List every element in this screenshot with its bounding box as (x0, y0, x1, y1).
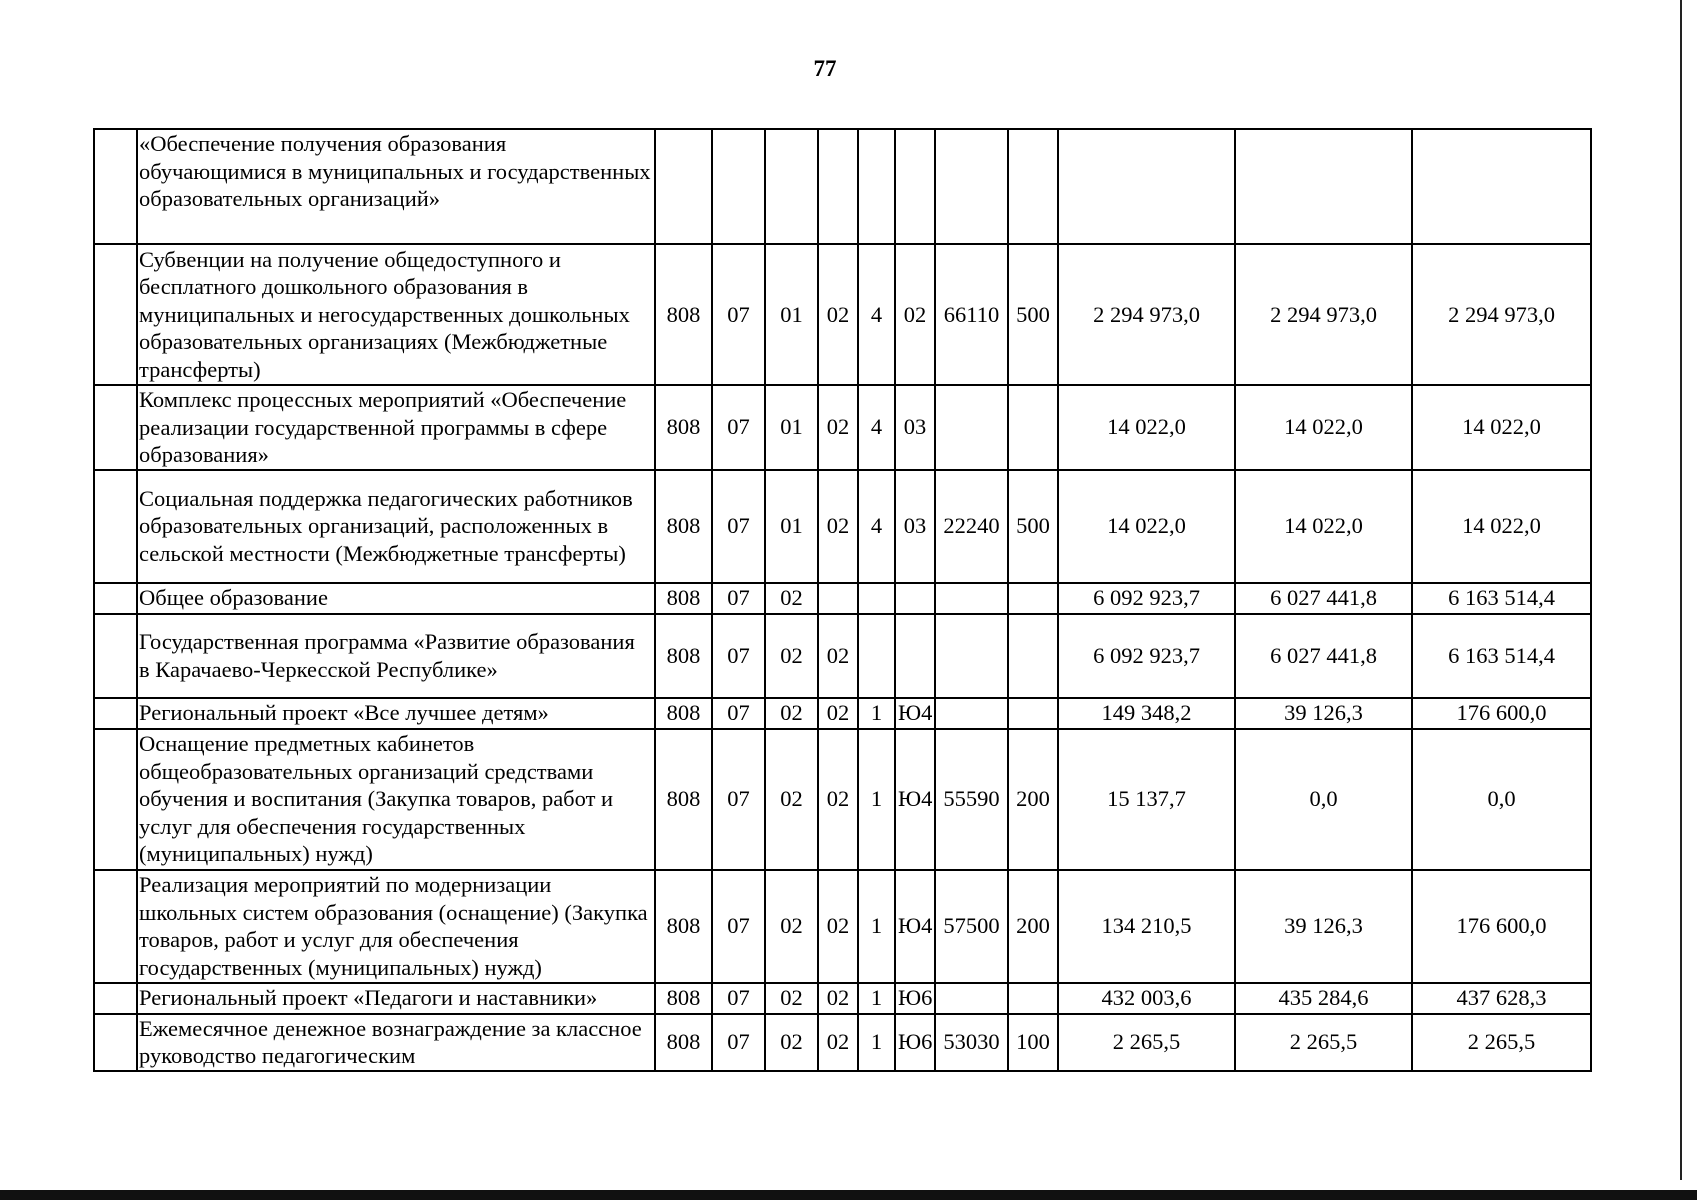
direction-code-cell (935, 385, 1008, 470)
section-code-cell: 07 (712, 698, 765, 729)
expense-type-code-cell: 100 (1008, 1014, 1058, 1071)
event-code-cell (895, 583, 935, 614)
section-code-cell: 07 (712, 614, 765, 698)
expense-type-code-cell (1008, 583, 1058, 614)
subsection-code-cell: 01 (765, 244, 818, 385)
direction-code-cell (935, 983, 1008, 1014)
row-index-cell (94, 614, 137, 698)
amount-year-3-cell: 6 163 514,4 (1412, 614, 1591, 698)
ministry-code-cell: 808 (655, 614, 712, 698)
amount-year-1-cell: 2 294 973,0 (1058, 244, 1235, 385)
amount-year-2-cell: 39 126,3 (1235, 870, 1412, 983)
subsection-code-cell (765, 129, 818, 244)
subprogram-code-cell: 1 (858, 870, 895, 983)
expense-type-code-cell: 200 (1008, 729, 1058, 870)
subprogram-code-cell: 4 (858, 244, 895, 385)
amount-year-1-cell: 14 022,0 (1058, 385, 1235, 470)
section-code-cell: 07 (712, 244, 765, 385)
amount-year-3-cell: 2 294 973,0 (1412, 244, 1591, 385)
ministry-code-cell: 808 (655, 385, 712, 470)
ministry-code-cell: 808 (655, 729, 712, 870)
row-name-cell: Государственная программа «Развитие образования в Карачаево-Черкесской Республике» (137, 614, 655, 698)
ministry-code-cell: 808 (655, 583, 712, 614)
amount-year-3-cell: 14 022,0 (1412, 470, 1591, 583)
amount-year-2-cell: 14 022,0 (1235, 470, 1412, 583)
amount-year-1-cell: 2 265,5 (1058, 1014, 1235, 1071)
row-name-cell: Ежемесячное денежное вознаграждение за классное руководство педагогическим (137, 1014, 655, 1071)
subprogram-code-cell: 1 (858, 698, 895, 729)
amount-year-1-cell (1058, 129, 1235, 244)
row-index-cell (94, 385, 137, 470)
expense-type-code-cell: 500 (1008, 470, 1058, 583)
scan-edge-rule (1680, 0, 1682, 1180)
amount-year-3-cell: 176 600,0 (1412, 698, 1591, 729)
amount-year-2-cell: 2 294 973,0 (1235, 244, 1412, 385)
amount-year-2-cell: 6 027 441,8 (1235, 614, 1412, 698)
direction-code-cell (935, 698, 1008, 729)
table-row (94, 983, 1591, 1014)
scan-bottom-bar (0, 1190, 1697, 1200)
amount-year-3-cell: 6 163 514,4 (1412, 583, 1591, 614)
expense-type-code-cell: 200 (1008, 870, 1058, 983)
table-row (94, 129, 1591, 244)
amount-year-1-cell: 432 003,6 (1058, 983, 1235, 1014)
subprogram-code-cell: 1 (858, 1014, 895, 1071)
subprogram-code-cell: 4 (858, 385, 895, 470)
section-code-cell: 07 (712, 583, 765, 614)
page-number: 77 (813, 56, 837, 81)
subprogram-code-cell: 1 (858, 983, 895, 1014)
amount-year-2-cell (1235, 129, 1412, 244)
event-code-cell: 03 (895, 385, 935, 470)
row-name-cell: Общее образование (137, 583, 655, 614)
event-code-cell: Ю6 (895, 983, 935, 1014)
row-name-cell: Комплекс процессных мероприятий «Обеспечение реализации государственной программы в сфере образования» (137, 385, 655, 470)
subsection-code-cell: 01 (765, 385, 818, 470)
row-index-cell (94, 244, 137, 385)
row-index-cell (94, 129, 137, 244)
program-code-cell: 02 (818, 385, 858, 470)
subsection-code-cell: 01 (765, 470, 818, 583)
table-row (94, 385, 1591, 470)
row-name-cell: «Обеспечение получения образования обучающимися в муниципальных и государственных образовательных организаций» (137, 129, 655, 244)
section-code-cell: 07 (712, 870, 765, 983)
table-row (94, 1014, 1591, 1071)
row-name-cell: Региональный проект «Педагоги и наставники» (137, 983, 655, 1014)
program-code-cell: 02 (818, 729, 858, 870)
event-code-cell (895, 129, 935, 244)
row-name-cell: Субвенции на получение общедоступного и бесплатного дошкольного образования в муниципальных и негосударственных дошкольных образовательных организациях (Межбюджетные трансферты) (137, 244, 655, 385)
program-code-cell: 02 (818, 870, 858, 983)
program-code-cell (818, 129, 858, 244)
amount-year-1-cell: 14 022,0 (1058, 470, 1235, 583)
amount-year-2-cell: 39 126,3 (1235, 698, 1412, 729)
section-code-cell: 07 (712, 470, 765, 583)
table-row (94, 614, 1591, 698)
subprogram-code-cell (858, 583, 895, 614)
expense-type-code-cell: 500 (1008, 244, 1058, 385)
subprogram-code-cell (858, 614, 895, 698)
program-code-cell (818, 583, 858, 614)
direction-code-cell: 53030 (935, 1014, 1008, 1071)
amount-year-1-cell: 6 092 923,7 (1058, 583, 1235, 614)
event-code-cell: Ю4 (895, 870, 935, 983)
row-index-cell (94, 698, 137, 729)
ministry-code-cell: 808 (655, 470, 712, 583)
amount-year-3-cell: 437 628,3 (1412, 983, 1591, 1014)
budget-table-body (94, 129, 1591, 1071)
row-name-cell: Реализация мероприятий по модернизации школьных систем образования (оснащение) (Закупка товаров, работ и услуг для обеспечения государственных (муниципальных) нужд) (137, 870, 655, 983)
event-code-cell: Ю6 (895, 1014, 935, 1071)
direction-code-cell: 57500 (935, 870, 1008, 983)
amount-year-2-cell: 6 027 441,8 (1235, 583, 1412, 614)
amount-year-2-cell: 2 265,5 (1235, 1014, 1412, 1071)
amount-year-1-cell: 134 210,5 (1058, 870, 1235, 983)
expense-type-code-cell (1008, 129, 1058, 244)
expense-type-code-cell (1008, 698, 1058, 729)
amount-year-2-cell: 14 022,0 (1235, 385, 1412, 470)
amount-year-1-cell: 149 348,2 (1058, 698, 1235, 729)
subsection-code-cell: 02 (765, 1014, 818, 1071)
direction-code-cell: 66110 (935, 244, 1008, 385)
table-row (94, 729, 1591, 870)
row-index-cell (94, 729, 137, 870)
amount-year-3-cell: 0,0 (1412, 729, 1591, 870)
table-row (94, 583, 1591, 614)
subsection-code-cell: 02 (765, 729, 818, 870)
row-name-cell: Оснащение предметных кабинетов общеобразовательных организаций средствами обучения и воспитания (Закупка товаров, работ и услуг для обеспечения государственных (муниципальных) нужд) (137, 729, 655, 870)
amount-year-3-cell: 2 265,5 (1412, 1014, 1591, 1071)
ministry-code-cell: 808 (655, 244, 712, 385)
direction-code-cell (935, 129, 1008, 244)
event-code-cell: 03 (895, 470, 935, 583)
row-index-cell (94, 870, 137, 983)
subsection-code-cell: 02 (765, 614, 818, 698)
expense-type-code-cell (1008, 614, 1058, 698)
section-code-cell: 07 (712, 1014, 765, 1071)
section-code-cell: 07 (712, 983, 765, 1014)
program-code-cell: 02 (818, 614, 858, 698)
event-code-cell (895, 614, 935, 698)
direction-code-cell (935, 583, 1008, 614)
row-index-cell (94, 983, 137, 1014)
section-code-cell: 07 (712, 385, 765, 470)
table-row (94, 244, 1591, 385)
subsection-code-cell: 02 (765, 983, 818, 1014)
program-code-cell: 02 (818, 244, 858, 385)
amount-year-3-cell (1412, 129, 1591, 244)
subprogram-code-cell: 4 (858, 470, 895, 583)
program-code-cell: 02 (818, 1014, 858, 1071)
subprogram-code-cell (858, 129, 895, 244)
subsection-code-cell: 02 (765, 870, 818, 983)
table-row (94, 698, 1591, 729)
row-index-cell (94, 583, 137, 614)
amount-year-2-cell: 435 284,6 (1235, 983, 1412, 1014)
amount-year-1-cell: 15 137,7 (1058, 729, 1235, 870)
ministry-code-cell: 808 (655, 983, 712, 1014)
table-row (94, 870, 1591, 983)
ministry-code-cell: 808 (655, 1014, 712, 1071)
section-code-cell: 07 (712, 729, 765, 870)
row-name-cell: Социальная поддержка педагогических работников образовательных организаций, расположенных в сельской местности (Межбюджетные трансферты) (137, 470, 655, 583)
row-index-cell (94, 470, 137, 583)
ministry-code-cell (655, 129, 712, 244)
event-code-cell: Ю4 (895, 729, 935, 870)
program-code-cell: 02 (818, 983, 858, 1014)
program-code-cell: 02 (818, 698, 858, 729)
direction-code-cell: 55590 (935, 729, 1008, 870)
event-code-cell: 02 (895, 244, 935, 385)
program-code-cell: 02 (818, 470, 858, 583)
amount-year-1-cell: 6 092 923,7 (1058, 614, 1235, 698)
amount-year-2-cell: 0,0 (1235, 729, 1412, 870)
direction-code-cell (935, 614, 1008, 698)
expense-type-code-cell (1008, 983, 1058, 1014)
row-index-cell (94, 1014, 137, 1071)
subsection-code-cell: 02 (765, 583, 818, 614)
row-name-cell: Региональный проект «Все лучшее детям» (137, 698, 655, 729)
ministry-code-cell: 808 (655, 870, 712, 983)
subprogram-code-cell: 1 (858, 729, 895, 870)
ministry-code-cell: 808 (655, 698, 712, 729)
subsection-code-cell: 02 (765, 698, 818, 729)
section-code-cell (712, 129, 765, 244)
amount-year-3-cell: 176 600,0 (1412, 870, 1591, 983)
event-code-cell: Ю4 (895, 698, 935, 729)
amount-year-3-cell: 14 022,0 (1412, 385, 1591, 470)
budget-table (93, 128, 1592, 1072)
expense-type-code-cell (1008, 385, 1058, 470)
table-row (94, 470, 1591, 583)
direction-code-cell: 22240 (935, 470, 1008, 583)
